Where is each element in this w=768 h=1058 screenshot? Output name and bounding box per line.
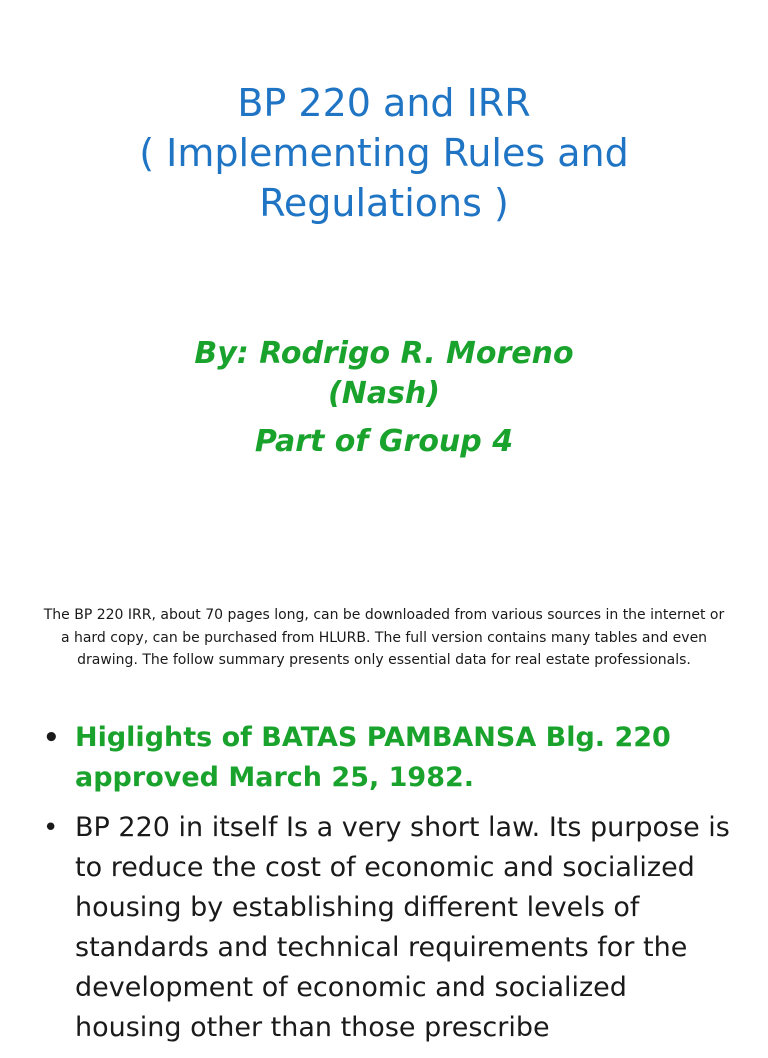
author-nickname: (Nash): [328, 376, 440, 411]
slide-title-line-1: BP 220 and IRR: [237, 81, 531, 125]
bullet-marker: •: [43, 813, 59, 843]
slide-title-line-2: ( Implementing Rules and: [139, 131, 629, 175]
author-credit: [0, 334, 768, 414]
author-name: By: Rodrigo R. Moreno: [194, 336, 574, 371]
bullet-item-highlight: [40, 718, 730, 798]
bullet-marker: •: [43, 723, 60, 753]
bullet-list: [40, 718, 730, 1058]
group-label: Part of Group 4: [254, 424, 514, 459]
bullet-text: Higlights of BATAS PAMBANSA Blg. 220 approved March 25, 1982.: [75, 722, 671, 793]
intro-note: The BP 220 IRR, about 70 pages long, can be downloaded from various sources in the internet or a hard copy, can be purchased from HLURB. The full version contains many tables and even drawing. The follow summary presents only essential data for real estate professionals.: [43, 607, 725, 668]
slide-title: [0, 78, 768, 228]
bullet-text: BP 220 in itself Is a very short law. Its purpose is to reduce the cost of economic and socialized housing by establishing different levels of standards and technical requirements for the development of economic and socialized housing other than those prescribe: [75, 812, 730, 1043]
slide-title-line-3: Regulations ): [259, 181, 509, 225]
bullet-item-body: [40, 808, 730, 1048]
